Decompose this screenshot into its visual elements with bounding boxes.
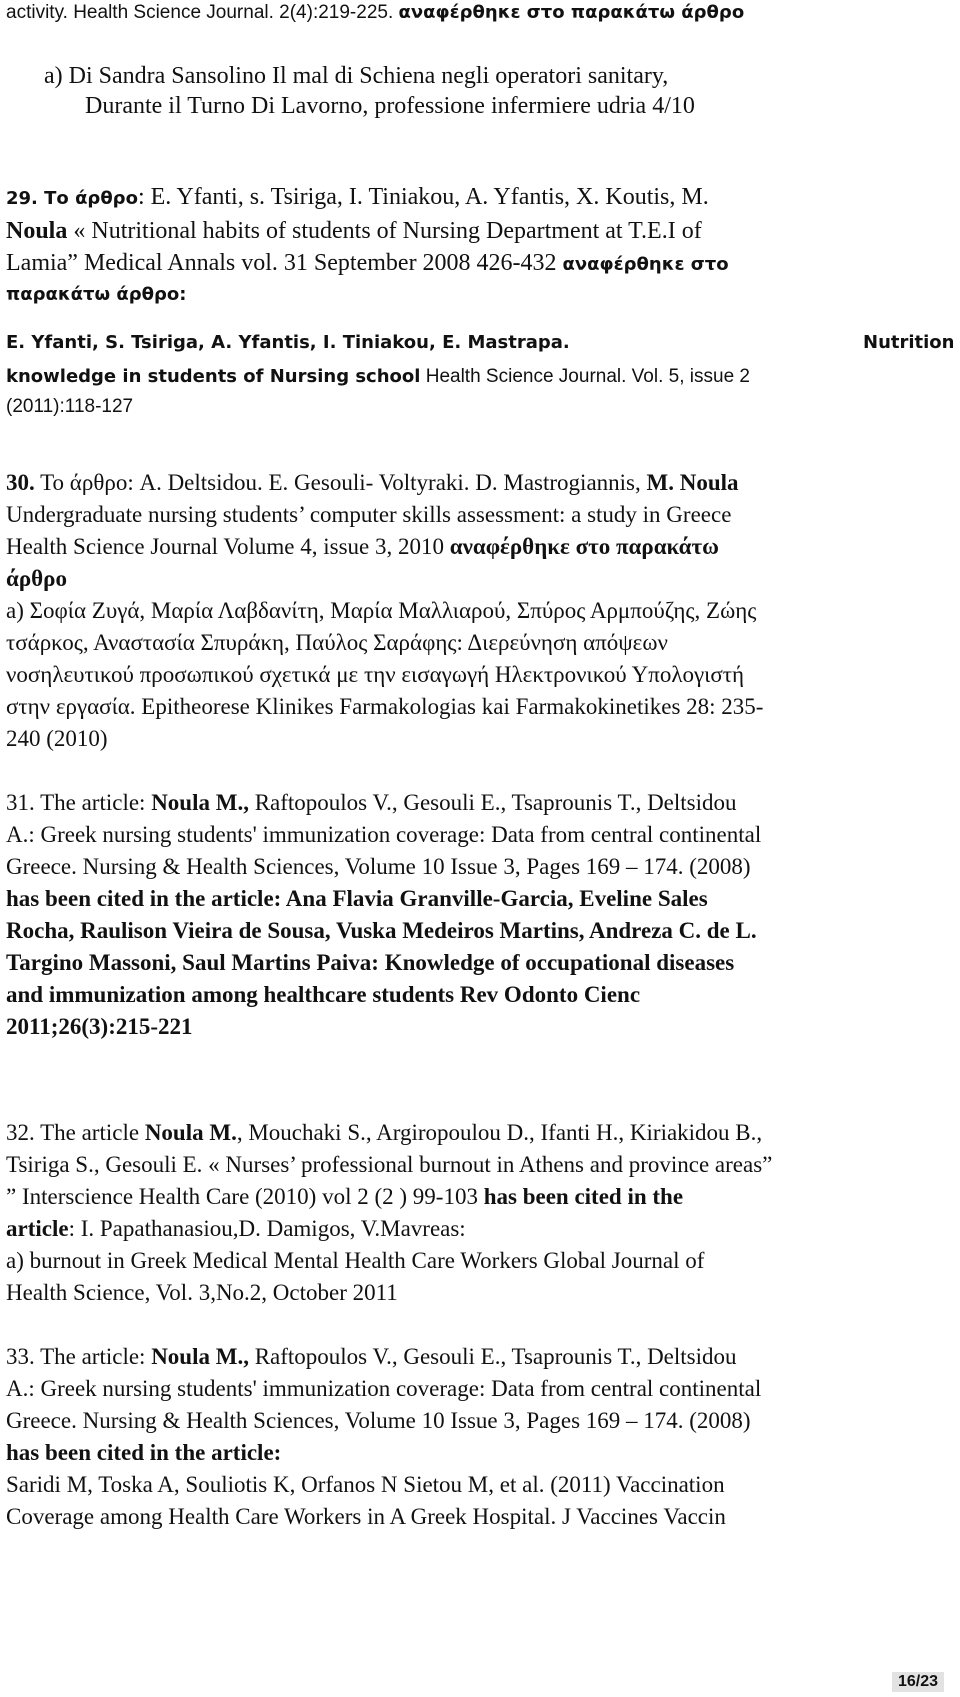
ref-32-line-6: Health Science, Vol. 3,No.2, October 2011: [6, 1280, 398, 1305]
ref-31-line-3: Greece. Nursing & Health Sciences, Volume 10 Issue 3, Pages 169 – 174. (2008): [6, 854, 751, 879]
ref-31-line-6: Targino Massoni, Saul Martins Paiva: Knowledge of occupational diseases: [6, 950, 735, 975]
ref-30-line-6: τσάρκος, Αναστασία Σπυράκη, Παύλος Σαράφης: Διερεύνηση απόψεων: [6, 630, 668, 655]
ref-30-line-2: Undergraduate nursing students’ computer skills assessment: a study in Greece: [6, 502, 732, 527]
ref-30-line-9: 240 (2010): [6, 726, 108, 751]
ref-31-line-7: and immunization among healthcare students Rev Odonto Cienc: [6, 982, 641, 1007]
ref-29-line-2: Noula « Nutritional habits of students of Nursing Department at T.E.I of: [6, 218, 702, 244]
ref-33-line-2: A.: Greek nursing students' immunization coverage: Data from central continental: [6, 1376, 762, 1401]
ref-32-line-2: Tsiriga S., Gesouli E. « Nurses’ professional burnout in Athens and province areas”: [6, 1152, 773, 1177]
ref-29-citing-1: E. Yfanti, S. Tsiriga, A. Yfantis, I. Tiniakou, E. Mastrapa. Nutrition: [6, 332, 955, 353]
ref-31-line-4: has been cited in the article: Ana Flavia Granville-Garcia, Eveline Sales: [6, 886, 708, 911]
citing-article-a: a) Di Sandra Sansolino Il mal di Schiena negli operatori sanitary,: [44, 63, 669, 89]
ref-33-line-4: has been cited in the article:: [6, 1440, 282, 1465]
ref-33-line-3: Greece. Nursing & Health Sciences, Volume 10 Issue 3, Pages 169 – 174. (2008): [6, 1408, 751, 1433]
ref-32-line-4: article: I. Papathanasiou,D. Damigos, V.Mavreas:: [6, 1216, 466, 1241]
ref-29-line-1: 29. Το άρθρο: E. Yfanti, s. Tsiriga, I. Tiniakou, A. Yfantis, X. Koutis, M.: [6, 184, 709, 210]
ref-29-citing-2: knowledge in students of Nursing school Health Science Journal. Vol. 5, issue 2: [6, 366, 750, 387]
ref-30-line-8: στην εργασία. Epitheorese Klinikes Farmakologias kai Farmakokinetikes 28: 235-: [6, 694, 764, 719]
ref-30-line-3: Health Science Journal Volume 4, issue 3, 2010 αναφέρθηκε στο παρακάτω: [6, 534, 719, 559]
ref-33-line-5: Saridi M, Toska A, Souliotis K, Orfanos N Sietou M, et al. (2011) Vaccination: [6, 1472, 725, 1497]
ref-31-line-2: A.: Greek nursing students' immunization coverage: Data from central continental: [6, 822, 762, 847]
ref-32-line-1: 32. The article Noula M., Mouchaki S., Argiropoulou D., Ifanti H., Kiriakidou B.,: [6, 1120, 763, 1145]
ref-29-line-4: παρακάτω άρθρο:: [6, 284, 187, 305]
ref-29-line-3: Lamia” Medical Annals vol. 31 September 2008 426-432 αναφέρθηκε στο: [6, 250, 729, 276]
ref-33-line-6: Coverage among Health Care Workers in A Greek Hospital. J Vaccines Vaccin: [6, 1504, 726, 1529]
citing-article-a-cont: Durante il Turno Di Lavorno, professione infermiere udria 4/10: [85, 93, 695, 119]
ref-33-line-1: 33. The article: Noula M., Raftopoulos V., Gesouli E., Tsaprounis T., Deltsidou: [6, 1344, 737, 1369]
ref-30-line-7: νοσηλευτικού προσωπικού σχετικά με την εισαγωγή Ηλεκτρονικού Υπολογιστή: [6, 662, 744, 687]
ref-30-line-1: 30. Το άρθρο: A. Deltsidou. E. Gesouli- Voltyraki. D. Mastrogiannis, M. Noula: [6, 470, 739, 495]
ref-31-line-8: 2011;26(3):215-221: [6, 1014, 193, 1039]
page-number: 16/23: [892, 1672, 944, 1692]
ref-31-line-5: Rocha, Raulison Vieira de Sousa, Vuska Medeiros Martins, Andreza C. de L.: [6, 918, 757, 943]
ref-32-line-5: a) burnout in Greek Medical Mental Health Care Workers Global Journal of: [6, 1248, 705, 1273]
continuation-line: activity. Health Science Journal. 2(4):219-225. αναφέρθηκε στο παρακάτω άρθρο: [6, 2, 745, 23]
ref-29-citing-3: (2011):118-127: [6, 396, 134, 417]
ref-30-line-4: άρθρο: [6, 566, 67, 591]
ref-31-line-1: 31. The article: Noula M., Raftopoulos V., Gesouli E., Tsaprounis T., Deltsidou: [6, 790, 737, 815]
ref-32-line-3: ” Interscience Health Care (2010) vol 2 (2 ) 99-103 has been cited in the: [6, 1184, 684, 1209]
ref-30-line-5: a) Σοφία Ζυγά, Μαρία Λαβδανίτη, Μαρία Μαλλιαρού, Σπύρος Αρμπούζης, Ζώης: [6, 598, 757, 623]
